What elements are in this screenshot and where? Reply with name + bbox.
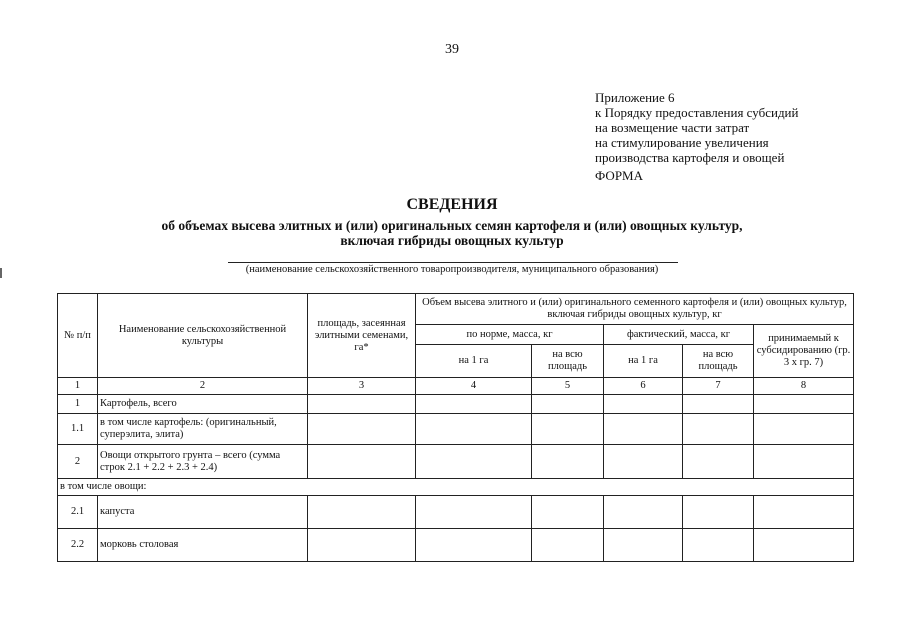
header-crop-name: Наименование сельскохозяйственной культуры [98, 294, 308, 378]
header-num: № п/п [58, 294, 98, 378]
table-row [58, 395, 854, 414]
subtitle-line: об объемах высева элитных и (или) оригинальных семян картофеля и (или) овощных культур, [161, 218, 743, 233]
column-number: 4 [416, 378, 532, 395]
data-cell[interactable] [532, 529, 604, 562]
data-cell[interactable] [532, 445, 604, 479]
data-table [57, 293, 854, 562]
column-number: 1 [58, 378, 98, 395]
data-cell[interactable] [754, 529, 854, 562]
data-cell[interactable] [604, 496, 683, 529]
row-num: 2.2 [58, 529, 98, 562]
document-subtitle [0, 218, 904, 248]
header-per-ha-actual: на 1 га [604, 345, 683, 378]
row-name: морковь столовая [98, 529, 308, 562]
header-per-ha-norm: на 1 га [416, 345, 532, 378]
data-cell[interactable] [416, 529, 532, 562]
data-cell[interactable] [683, 445, 754, 479]
data-table-wrapper [57, 293, 853, 562]
subtitle-line: включая гибриды овощных культур [340, 233, 564, 248]
data-cell[interactable] [683, 496, 754, 529]
data-cell[interactable] [754, 414, 854, 445]
data-cell[interactable] [532, 414, 604, 445]
appendix-line: к Порядку предоставления субсидий [595, 105, 799, 120]
data-cell[interactable] [604, 529, 683, 562]
data-cell[interactable] [416, 414, 532, 445]
appendix-line: производства картофеля и овощей [595, 150, 785, 165]
data-cell[interactable] [683, 395, 754, 414]
header-actual: фактический, масса, кг [604, 325, 754, 345]
column-number: 5 [532, 378, 604, 395]
column-number: 6 [604, 378, 683, 395]
row-num: 1 [58, 395, 98, 414]
row-name: в том числе картофель: (оригинальный, суперэлита, элита) [98, 414, 308, 445]
column-number: 2 [98, 378, 308, 395]
data-cell[interactable] [532, 496, 604, 529]
row-num: 1.1 [58, 414, 98, 445]
data-cell[interactable] [416, 395, 532, 414]
page-number: 39 [445, 42, 459, 57]
header-area: площадь, засеянная элитными семенами, га* [308, 294, 416, 378]
table-row [58, 496, 854, 529]
data-cell[interactable] [308, 496, 416, 529]
column-number: 7 [683, 378, 754, 395]
data-cell[interactable] [604, 395, 683, 414]
row-name: капуста [98, 496, 308, 529]
data-cell[interactable] [532, 395, 604, 414]
data-cell[interactable] [683, 529, 754, 562]
data-cell[interactable] [308, 395, 416, 414]
appendix-line: на возмещение части затрат [595, 120, 750, 135]
table-row [58, 529, 854, 562]
data-cell[interactable] [308, 529, 416, 562]
header-accepted: принимаемый к субсидированию (гр. 3 х гр. 7) [754, 325, 854, 378]
data-cell[interactable] [604, 414, 683, 445]
column-number: 8 [754, 378, 854, 395]
data-cell[interactable] [416, 496, 532, 529]
section-label: в том числе овощи: [58, 479, 854, 496]
form-label: ФОРМА [595, 168, 643, 183]
header-total-area-actual: на всю площадь [683, 345, 754, 378]
header-volume: Объем высева элитного и (или) оригинального семенного картофеля и (или) овощных культур, включая гибриды овощных культур, кг [416, 294, 854, 325]
data-cell[interactable] [308, 445, 416, 479]
row-name: Картофель, всего [98, 395, 308, 414]
appendix-block [595, 90, 798, 165]
data-cell[interactable] [604, 445, 683, 479]
producer-name-caption: (наименование сельскохозяйственного товаропроизводителя, муниципального образования) [245, 264, 659, 275]
data-cell[interactable] [754, 395, 854, 414]
header-norm: по норме, масса, кг [416, 325, 604, 345]
table-row [58, 445, 854, 479]
row-num: 2.1 [58, 496, 98, 529]
column-number: 3 [308, 378, 416, 395]
column-number-row [58, 378, 854, 395]
data-cell[interactable] [754, 445, 854, 479]
row-num: 2 [58, 445, 98, 479]
data-cell[interactable] [683, 414, 754, 445]
data-cell[interactable] [416, 445, 532, 479]
document-title: СВЕДЕНИЯ [406, 196, 498, 213]
header-total-area-norm: на всю площадь [532, 345, 604, 378]
data-cell[interactable] [754, 496, 854, 529]
appendix-line: на стимулирование увеличения [595, 135, 769, 150]
data-cell[interactable] [308, 414, 416, 445]
producer-name-line [228, 262, 678, 263]
section-row [58, 479, 854, 496]
table-row [58, 414, 854, 445]
appendix-line: Приложение 6 [595, 90, 675, 105]
row-name: Овощи открытого грунта – всего (сумма строк 2.1 + 2.2 + 2.3 + 2.4) [98, 445, 308, 479]
